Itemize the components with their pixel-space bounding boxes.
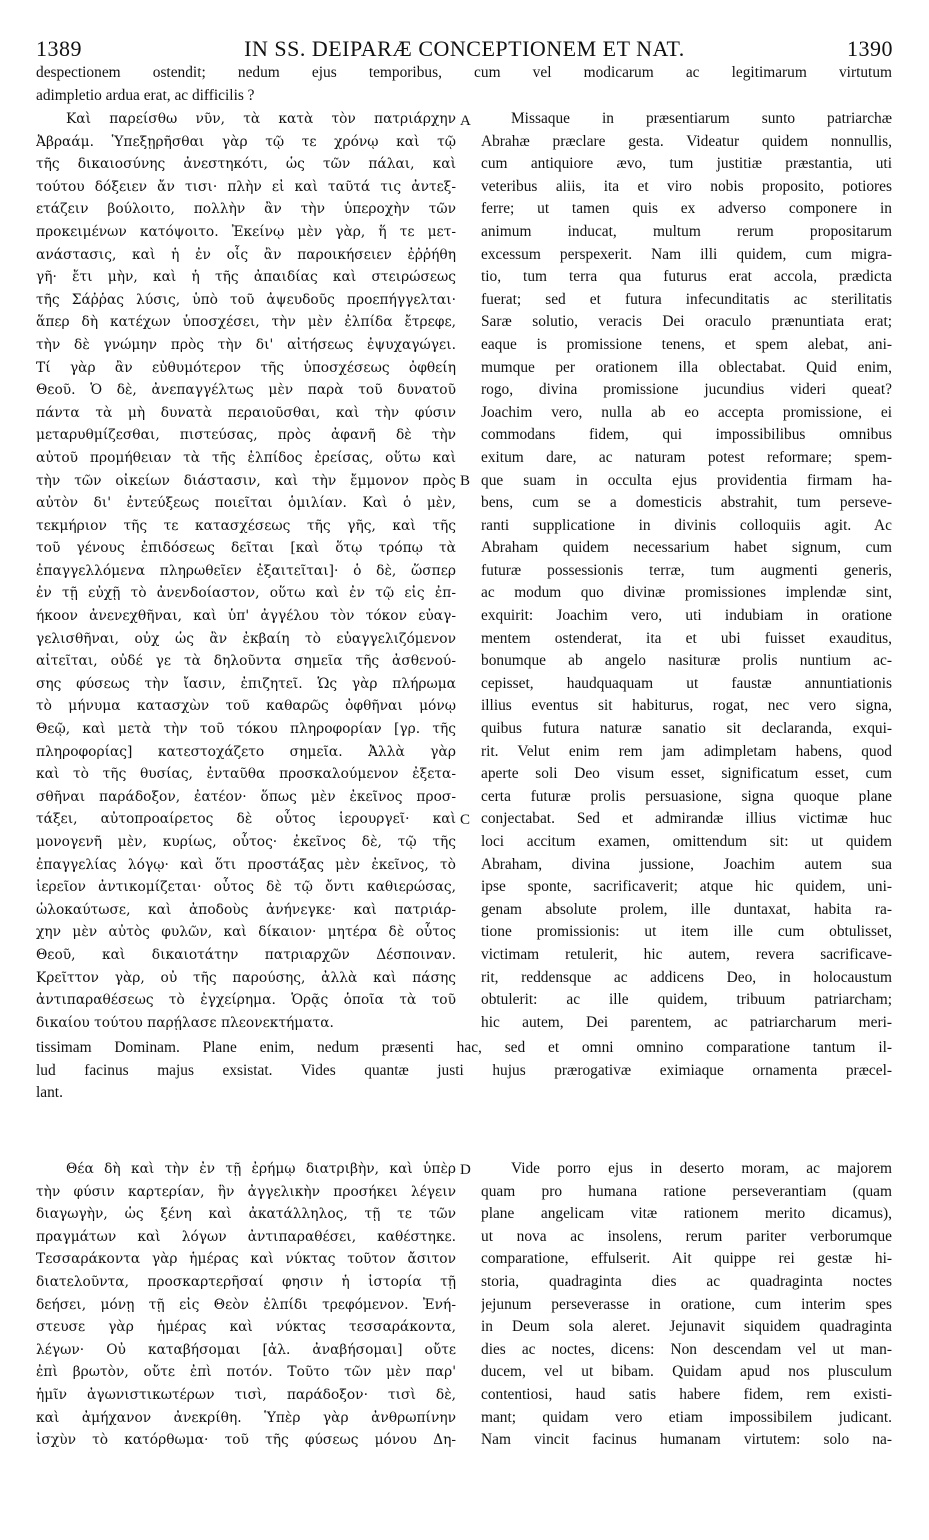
text-line: Θεοῦ. Ὁ δὲ, ἀνεπαγγέλτως μὲν παρὰ τοῦ δυνατοῦ (36, 382, 456, 399)
text-line: προκειμένων κατόψοιτο. Ἐκείνῳ μὲν γὰρ, ἥ τε μετ- (36, 223, 456, 240)
page-number-left: 1389 (36, 36, 82, 61)
top-latin-text (36, 62, 892, 107)
text-line: quibus futura naturæ sanatio sit declaranda, exqui- (481, 720, 892, 738)
text-line: τάξει, αὐτοπροαίρετος δὲ οὗτος ἱερουργεῖ· καὶ (36, 811, 456, 828)
text-line: τὴν τῶν οἰκείων διάστασιν, καὶ τὴν ἔμμονον πρὸς (36, 472, 456, 489)
text-line: τοῦ γένους ἐπιδόσεως δεῖται [καὶ ὅτῳ τρόπῳ τὰ (36, 540, 456, 557)
text-line: commodans fidem, qui impossibilibus omnibus (481, 426, 892, 444)
text-line: ac modum quo divinæ promissiones implendæ sint, (481, 584, 892, 602)
text-line: τῆς δικαιοσύνης ἀνεστηκότι, ὡς τῶν πάλαι, καὶ (36, 156, 456, 173)
text-line: τὸ μήνυμα κατασχὼν τοῦ καθαρῶς ὀφθῆναι μόνῳ (36, 698, 456, 715)
text-line: veteribus aliis, ita et viro nobis proposito, potiores (481, 177, 892, 195)
greek-column-1 (36, 108, 456, 1034)
text-line: Κρεῖττον γὰρ, οὐ τῆς παρούσης, ἀλλὰ καὶ πάσης (36, 969, 456, 986)
text-line: μονογενῆ μὲν, κυρίως, οὗτος· ἐκεῖνος δὲ, τῷ τῆς (36, 834, 456, 850)
text-line: ἱερεῖον ἀντικομίζεται· οὗτος δὲ τῷ ὄντι καθιερώσας, (36, 879, 456, 896)
text-line: ήκοον ἀνενεχθῆναι, καὶ ὑπ' ἀγγέλου τὸν τόκον εὐαγ- (36, 608, 456, 625)
text-line: ετάζειν βούλοιτο, πολλὴν ἂν τὴν ὑπεροχὴν τῶν (36, 201, 456, 218)
text-line: illius eventus sit habiturus, rogat, nec vero signa, (481, 697, 892, 715)
text-line: plane angelicam vitæ rationem merito dicamus), (481, 1205, 892, 1223)
text-line: ut nova ac insolens, rerum pariter verborumque (481, 1227, 892, 1245)
text-line: τεκμήριον τῆς τε κατασχέσεως τῆς γῆς, καὶ τῆς (36, 517, 456, 534)
latin-column-2 (481, 1158, 892, 1452)
text-line: mentem ostenderat, ita et ubi fuisset exauditus, (481, 629, 892, 647)
text-line: mant; quidam vero etiam impossibilem judicant. (481, 1408, 892, 1426)
text-line: πληροφορίας] κατεστοχάζετο σημεῖα. Ἀλλὰ γὰρ (36, 743, 456, 760)
text-line: mumque per orationem illa oblectabat. Quid enim, (481, 358, 892, 376)
text-line: fuerat; sed et futura infecunditatis ac sterilitatis (481, 290, 892, 308)
text-line: αἰτεῖται, οὐδέ γε τὰ δηλοῦντα σημεῖα τῆς ἀσθενού- (36, 653, 456, 670)
text-line: ἅπερ δὴ κατέχων ὑποσχέσει, τὴν μὲν ἐλπίδα ἔτρεφε, (36, 314, 456, 331)
text-line: rit, reddensque ac addicens Deo, in holocaustum (481, 968, 892, 986)
text-line: bens, cum se a domesticis abstrahit, tum perseve- (481, 494, 892, 512)
text-line: Τεσσαράκοντα γὰρ ἡμέρας καὶ νύκτας τοῦτον ἄσιτον (36, 1251, 456, 1268)
text-line: διαγωγὴν, ὡς ξένη καὶ ἀκατάλληλος, τῇ τε τῶν (36, 1206, 456, 1223)
text-line: Abraham quidem necessarium habet signum, cum (481, 539, 892, 557)
text-line: ἐπαγγελίας λόγῳ· καὶ ὅτι προστάξας μὲν ἐκεῖνος, τὸ (36, 856, 456, 873)
text-line: λέγων· Οὐ καταβήσομαι [ἀλ. ἀναβήσομαι] οὔτε (36, 1341, 456, 1358)
page-header (36, 36, 893, 60)
text-line: αὐτὸν δι' ἐντεύξεως ποιεῖται ὁμιλίαν. Καὶ ὁ μὲν, (36, 495, 456, 512)
running-title: IN SS. DEIPARÆ CONCEPTIONEM ET NAT. (244, 36, 685, 61)
text-line: Abraham, divina jussione, Joachim autem sua (481, 855, 892, 873)
text-line: ὡλοκαύτωσε, καὶ ἀποδοὺς ἀνήνεγκε· καὶ πατριάρ- (36, 901, 456, 918)
text-line: storia, quadraginta dies ac quadraginta noctes (481, 1272, 892, 1290)
text-line: tissimam Dominam. Plane enim, nedum præsenti hac, sed et omni omnino comparatione tantum il- (36, 1039, 892, 1056)
text-line: διατελοῦντα, προσκαρτερῆσαί φησιν ἡ ἱστορία τῇ (36, 1273, 456, 1290)
text-line: καὶ ἀμήχανον ἀνεκρίθη. Ὑπὲρ γὰρ ἀνθρωπίνην (36, 1409, 456, 1426)
text-line: σης φύσεως τὴν ἴασιν, ἐπιζητεῖ. Ὡς γὰρ πλήρωμα (36, 675, 456, 692)
text-line: in Deum sola aleret. Jejunavit siquidem quadraginta (481, 1318, 892, 1336)
text-line: que suam in occulta ejus providentia firmam ha- (481, 471, 892, 489)
text-line: Ἀβραάμ. Ὑπεξῃρῆσθαι γὰρ τῷ τε χρόνῳ καὶ τῷ (36, 133, 456, 150)
text-line: ferre; ut tamen quis ex adverso componere in (481, 200, 892, 218)
text-line: futuræ possessionis terræ, tum augmenti generis, (481, 561, 892, 579)
text-line: tio, tum terra qua futurus erat accola, prædicta (481, 268, 892, 286)
text-line: ἰσχὺν τὸ κατόρθωμα· τοῦ τῆς φύσεως μόνου Δη- (36, 1432, 456, 1449)
text-line: exquirit: Joachim vero, uti indubiam in oratione (481, 607, 892, 625)
text-line: Abrahæ præclare gesta. Videatur quidem nonnullis, (481, 132, 892, 150)
text-line: χην μὲν αὐτὸς φυλῶν, καὶ δίκαιον· μητέρα δὲ οὗτος (36, 924, 456, 941)
text-line: obtulerit: ac ille quidem, tribuum patriarcham; (481, 991, 892, 1009)
text-line: στευσε γὰρ ἡμέρας καὶ νύκτας τεσσαράκοντα, (36, 1319, 456, 1336)
text-line: quam pro humana ratione perseverantiam (quam (481, 1182, 892, 1200)
text-line: bonumque ab angelo nasituræ prolis nuntium ac- (481, 652, 892, 670)
text-line: eaque is promissione tenens, et spem alebat, ani- (481, 335, 892, 353)
text-line: τούτου δόξειεν ἄν τισι· πλὴν εἰ καὶ ταῦτά τις ἀντεξ- (36, 178, 456, 195)
text-line: excessum perspexerit. Nam illi quidem, cum migra- (481, 245, 892, 263)
text-line: Joachim vero, nulla ab eo accepta promissione, ei (481, 403, 892, 421)
text-line: conjectabat. Sed et admirandæ illius victimæ huc (481, 810, 892, 828)
text-line: cepisset, haudquaquam ut faustæ annuntiationis (481, 674, 892, 692)
text-line: rogo, divina promissione jucundius videri queat? (481, 381, 892, 399)
text-line: contentiosi, haud satis habere fidem, rem existi- (481, 1385, 892, 1403)
text-line: πραγμάτων καὶ λόγων ἀντιπαραθέσει, καθέστηκε. (36, 1228, 456, 1245)
text-line: victimam retulerit, hic autem, revera sacrificave- (481, 945, 892, 963)
text-line: ἡμῖν ἀγωνιστικωτέρων τισὶ, παράδοξον· τισὶ δὲ, (36, 1386, 456, 1403)
text-line: aperte soli Deo visum esset, significatum esset, cum (481, 765, 892, 783)
text-line: Nam vincit facinus humanam virtutem: solo na- (481, 1431, 892, 1449)
text-line: despectionem ostendit; nedum ejus temporibus, cum vel modicarum ac legitimarum virtutum (36, 64, 892, 81)
text-line: ducem, vel ut bibam. Quidam apud nos plusculum (481, 1363, 892, 1381)
text-line: loci accitum examen, omittendum sit: ut quidem (481, 833, 892, 850)
text-line: lant. (36, 1084, 63, 1102)
text-line: dies ac noctes, dicens: Non descendam vel ut man- (481, 1340, 892, 1358)
text-line: ἐπὶ βρωτὸν, οὔτε ἐπὶ ποτόν. Τοῦτο τῶν μὲν παρ' (36, 1364, 456, 1381)
text-line: ipse sponte, sacrificaverit; atque hic quidem, uni- (481, 878, 892, 896)
text-line: μεταρυθμίζεσθαι, πιστεύσας, πρὸς ἀφανῆ δὲ τὴν (36, 427, 456, 444)
latin-column-1 (481, 108, 892, 1034)
text-line: Θεῷ, καὶ μετὰ τὴν τοῦ τόκου πληροφορίαν [γρ. τῆς (36, 721, 456, 738)
text-line: lud facinus majus exsistat. Vides quantæ justi hujus prærogativæ eximiaque ornamenta præcel- (36, 1061, 892, 1079)
text-line: Καὶ παρείσθω νῦν, τὰ κατὰ τὸν πατριάρχην (66, 111, 456, 127)
text-line: δεήσει, μόνῃ τῇ εἰς Θεὸν ἐλπίδι τρεφόμενον. Ἐνή- (36, 1296, 456, 1313)
text-line: comparatione, effulserit. Ait quippe rei gestæ hi- (481, 1250, 892, 1268)
text-line: αὐτοῦ προμήθειαν τὰ τῆς ἐλπίδος ἐρείσας, οὕτω καὶ (36, 449, 456, 466)
text-line: hic autem, Dei parentem, ac patriarcharum meri- (481, 1013, 892, 1031)
text-line: Vide porro ejus in deserto moram, ac majorem (511, 1160, 892, 1177)
marker-a: A (460, 113, 471, 129)
text-line: ranti supplicatione in divinis colloquiis agit. Ac (481, 516, 892, 534)
text-line: cum antiquiore ævo, tum justitiæ præstantia, uti (481, 155, 892, 173)
text-line: Missaque in præsentiarum sunto patriarchæ (511, 110, 892, 127)
text-line: Saræ solutio, veracis Dei oraculo prænuntiata erat; (481, 313, 892, 331)
text-line: genam absolute prolem, ille duntaxat, habita ra- (481, 900, 892, 918)
text-line: Θεοῦ, καὶ δικαιοτάτην πατριαρχῶν Δέσποιναν. (36, 946, 456, 963)
text-line: ἐπαγγελλόμενα πληρωθεῖεν ἐξαιτεῖται]· ὁ δὲ, ὥσπερ (36, 562, 456, 579)
marker-c: C (460, 812, 471, 828)
text-line: καὶ τὸ τῆς θυσίας, ἐνταῦθα προσκαλούμενον ἐξετα- (36, 766, 456, 783)
text-line: ἐν τῇ εὐχῇ τὸ ἀνενδοίαστον, οὕτω καὶ ἐν τῷ εἰς ἐπ- (36, 585, 456, 602)
text-line: Θέα δὴ καὶ τὴν ἐν τῇ ἐρήμῳ διατριβὴν, καὶ ὑπὲρ (66, 1161, 456, 1177)
text-line: adimpletio ardua erat, ac difficilis ? (36, 86, 255, 104)
text-line: σθῆναι παράδοξον, ἐατέον· ὅπως μὲν ἐκεῖνος προσ- (36, 788, 456, 805)
text-line: exitum dare, ac naturam potest reformare; spem- (481, 448, 892, 466)
marker-d: D (460, 1162, 471, 1178)
text-line: rit. Velut enim rem jam adimpletam habens, quod (481, 742, 892, 760)
text-line: πάντα τὰ μὴ δυνατὰ περαιοῦσθαι, καὶ τὴν φύσιν (36, 404, 456, 421)
text-line: animum inducat, multum rerum propositarum (481, 222, 892, 240)
latin-wide-text (36, 1037, 892, 1105)
text-line: tione promissionis: ut item ille cum obtulisset, (481, 923, 892, 941)
page-number-right: 1390 (847, 36, 893, 61)
text-line: τὴν δὲ γνώμην πρὸς τὴν δι' αἰτήσεως ἐψυχαγώγει. (36, 336, 456, 353)
greek-column-2 (36, 1158, 456, 1452)
marker-b: B (460, 473, 471, 489)
text-line: certa futuræ prolis persuasione, signa quoque plane (481, 787, 892, 805)
text-line: τὴν φύσιν καρτερίαν, ἣν ἀγγελικὴν προσήκει λέγειν (36, 1183, 456, 1200)
text-line: Τί γὰρ ἂν εὐθυμότερον τῆς ὑποσχέσεως ὀφθείη (36, 359, 456, 376)
text-line: jejunum perseverasse in oratione, cum interim spes (481, 1295, 892, 1313)
text-line: τῆς Σάῤῥας λύσις, ὑπὸ τοῦ ἀψευδοῦς προεπήγγελται· (36, 291, 456, 308)
text-line: γελισθῆναι, οὐχ ὡς ἂν ἐκβαίη τὸ εὐαγγελιζόμενον (36, 630, 456, 647)
text-line: ἀντιπαραθέσεως τὸ ἐγχείρημα. Ὁρᾷς ὁποῖα τὰ τοῦ (36, 992, 456, 1009)
text-line: γῆ· ἔτι μὴν, καὶ ἡ τῆς ἀπαιδίας καὶ στειρώσεως (36, 269, 456, 286)
text-line: ανάστασις, καὶ ἡ ἐν οἷς ἂν παροικήσειεν ἐῤῥήθη (36, 246, 456, 263)
text-line: δικαίου τούτου παρῄλασε πλεονεκτήματα. (36, 1014, 334, 1031)
